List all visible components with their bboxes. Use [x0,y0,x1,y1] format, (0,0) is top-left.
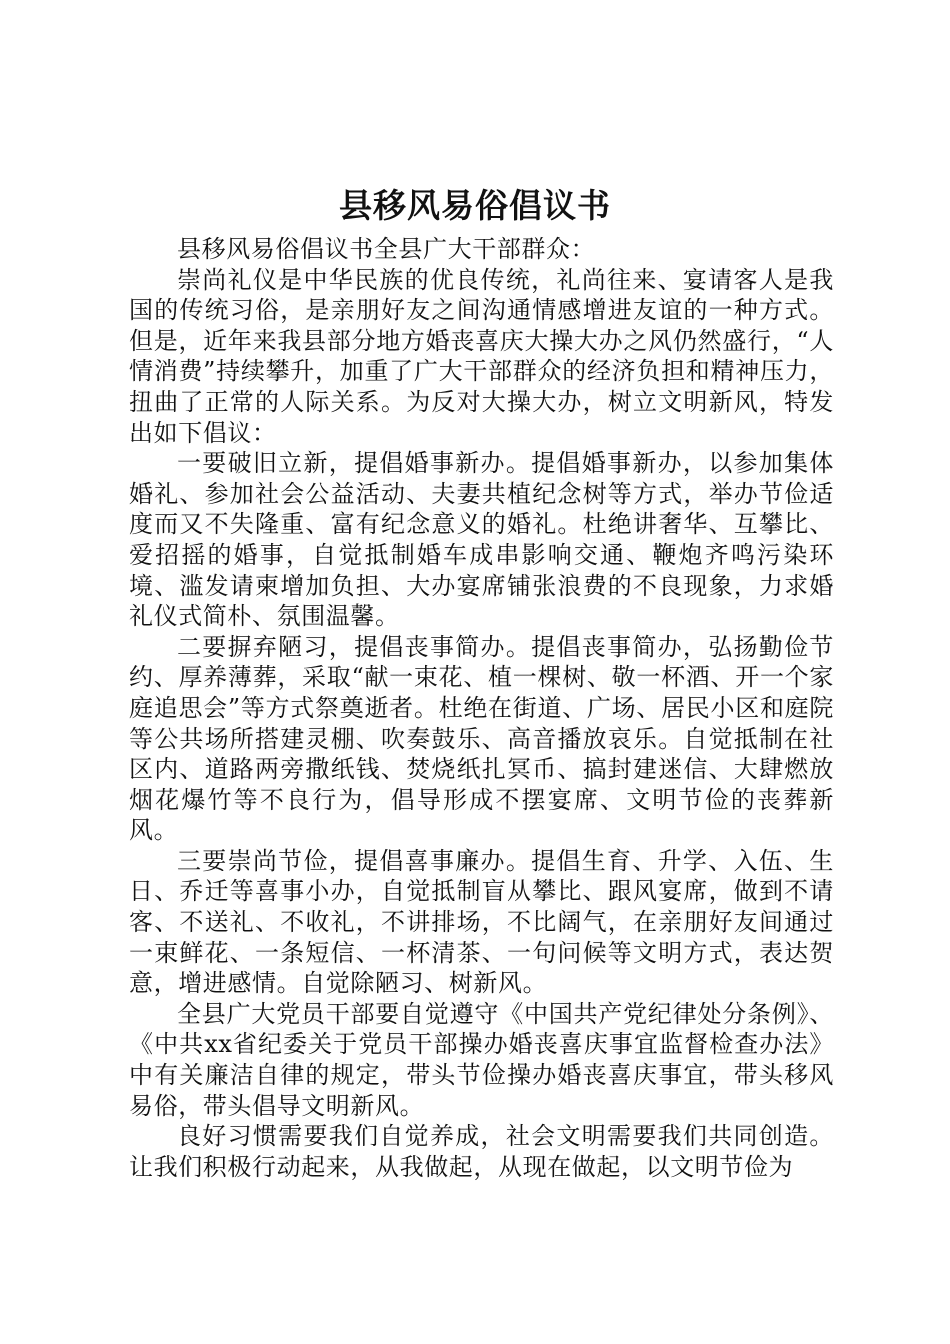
paragraph-closing: 良好习惯需要我们自觉养成，社会文明需要我们共同创造。让我们积极行动起来，从我做起，从现在做起，以文明节俭为 [129,1122,834,1181]
paragraph-intro: 崇尚礼仪是中华民族的优良传统，礼尚往来、宴请客人是我国的传统习俗，是亲朋好友之间沟通情感增进友谊的一种方式。但是，近年来我县部分地方婚丧喜庆大操大办之风仍然盛行，“人情消费”持续攀升，加重了广大干部群众的经济负担和精神压力，扭曲了正常的人际关系。为反对大操大办，树立文明新风，特发出如下倡议： [129,265,834,447]
document-title: 县移风易俗倡议书 [339,186,611,225]
document-body [129,234,834,1182]
paragraph-wedding: 一要破旧立新，提倡婚事新办。提倡婚事新办，以参加集体婚礼、参加社会公益活动、夫妻共植纪念树等方式，举办节俭适度而又不失隆重、富有纪念意义的婚礼。杜绝讲奢华、互攀比、爱招摇的婚事，自觉抵制婚车成串影响交通、鞭炮齐鸣污染环境、滥发请柬增加负担、大办宴席铺张浪费的不良现象，力求婚礼仪式简朴、氛围温馨。 [129,449,834,631]
greeting-line: 县移风易俗倡议书全县广大干部群众： [177,235,596,263]
paragraph-funeral: 二要摒弃陋习，提倡丧事简办。提倡丧事简办，弘扬勤俭节约、厚养薄葬，采取“献一束花、植一棵树、敬一杯酒、开一个家庭追思会”等方式祭奠逝者。杜绝在街道、广场、居民小区和庭院等公共场所搭建灵棚、吹奏鼓乐、高音播放哀乐。自觉抵制在社区内、道路两旁撒纸钱、焚烧纸扎冥币、搞封建迷信、大肆燃放烟花爆竹等不良行为，倡导形成不摆宴席、文明节俭的丧葬新风。 [129,632,834,845]
paragraph-celebration: 三要崇尚节俭，提倡喜事廉办。提倡生育、升学、入伍、生日、乔迁等喜事小办，自觉抵制盲从攀比、跟风宴席，做到不请客、不送礼、不收礼，不讲排场，不比阔气，在亲朋好友间通过一束鲜花、一条短信、一杯清茶、一句问候等文明方式，表达贺意，增进感情。自觉除陋习、树新风。 [129,846,834,998]
paragraph-party-members: 全县广大党员干部要自觉遵守《中国共产党纪律处分条例》、《中共xx省纪委关于党员干部操办婚丧喜庆事宜监督检查办法》中有关廉洁自律的规定，带头节俭操办婚丧喜庆事宜，带头移风易俗，带头倡导文明新风。 [129,999,834,1120]
